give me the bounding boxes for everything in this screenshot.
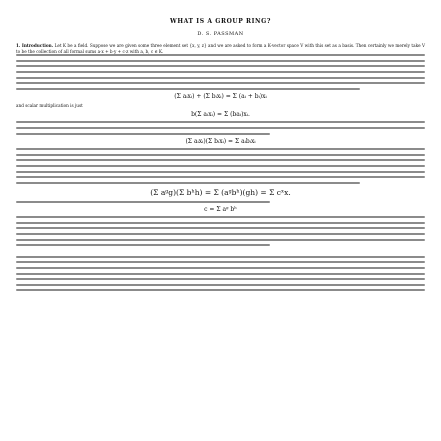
paper-title: WHAT IS A GROUP RING? (170, 18, 271, 25)
equation-scalar: b(Σ aᵢxᵢ) = Σ (baᵢ)xᵢ. (191, 111, 250, 119)
body-text-block-1 (16, 54, 425, 90)
equation-label: and scalar multiplication is just (16, 103, 83, 109)
paper-author: D. S. PASSMAN (197, 31, 244, 37)
intro-text: Let K be a field. Suppose we are given some three element set {x, y, z} and we are asked to form a K-vector space V with this set as a basis. Then certainly we merely take V to be the collection of all formal sums a·x + b·y + c·z with a, b, c ∈ K. (16, 43, 425, 54)
body-text-block-3 (16, 148, 425, 184)
equation-addition: (Σ aᵢxᵢ) + (Σ bᵢxᵢ) = Σ (aᵢ + bᵢ)xᵢ (174, 93, 267, 101)
body-text-block-5 (16, 216, 425, 246)
body-text-block-4 (16, 201, 425, 203)
intro-paragraph (16, 43, 425, 54)
equation-product: (Σ aᵢxᵢ)(Σ bᵢxᵢ) = Σ aᵢbᵢxᵢ (185, 138, 256, 146)
equation-group-product: (Σ aᵍg)(Σ bʰh) = Σ (aᵍbʰ)(gh) = Σ cˣx. (150, 187, 291, 197)
equation-coefficient: c = Σ aᵍ bʰ (204, 206, 237, 214)
body-text-block-2 (16, 121, 425, 134)
intro-heading: 1. Introduction. (16, 43, 54, 48)
body-text-block-6 (16, 256, 425, 292)
